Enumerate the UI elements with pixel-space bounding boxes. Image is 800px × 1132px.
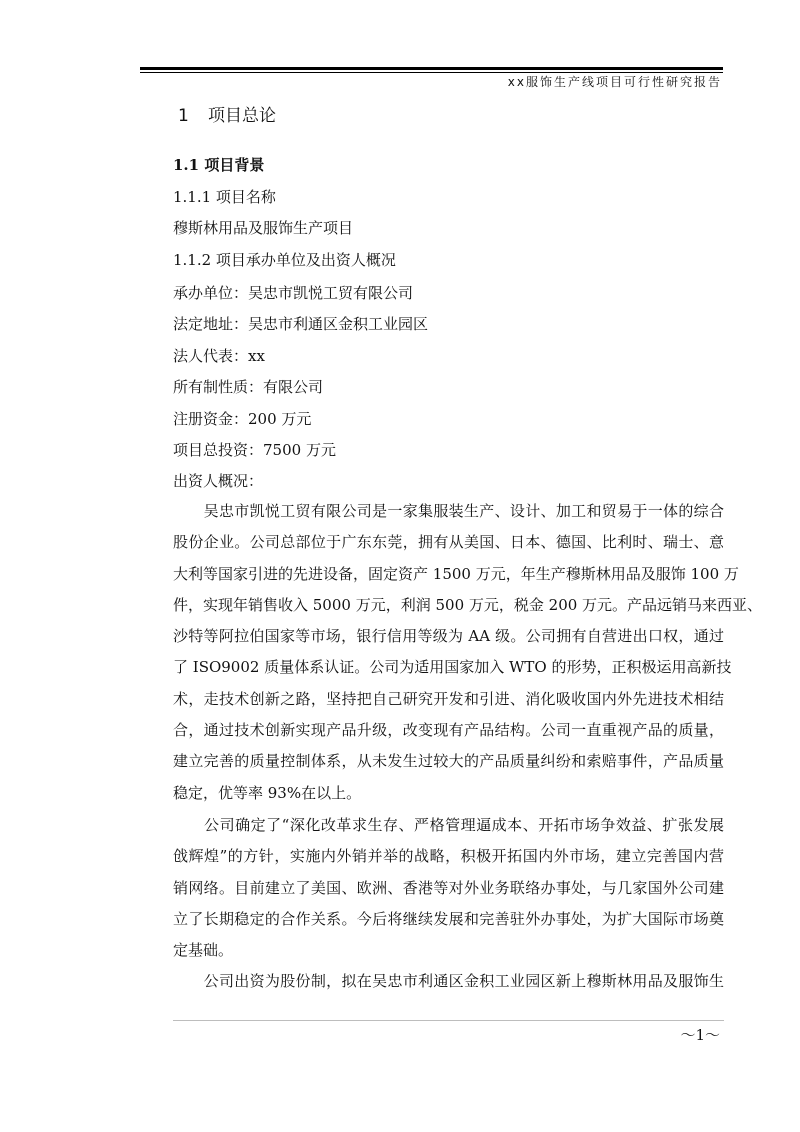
info-sponsor-unit: 承办单位：吴忠市凯悦工贸有限公司 — [173, 284, 414, 302]
info-registered-capital: 注册资金：200 万元 — [173, 410, 312, 428]
paragraph-line: 大利等国家引进的先进设备，固定资产 1500 万元，年生产穆斯林用品及服饰 100 万 — [173, 564, 739, 583]
info-legal-address: 法定地址：吴忠市利通区金积工业园区 — [173, 315, 429, 333]
paragraph-line: 销网络。目前建立了美国、欧洲、香港等对外业务联络办事处，与几家国外公司建 — [173, 878, 724, 897]
subsection-heading-name: 1.1.1 项目名称 — [173, 188, 276, 206]
chapter-title: 项目总论 — [208, 106, 276, 126]
paragraph-line: 吴忠市凯悦工贸有限公司是一家集服装生产、设计、加工和贸易于一体的综合 — [173, 502, 724, 520]
info-legal-representative: 法人代表：xx — [173, 347, 265, 365]
chapter-number: 1 — [178, 106, 189, 126]
paragraph-investment — [173, 966, 724, 997]
paragraph-line: 了 ISO9002 质量体系认证。公司为适用国家加入 WTO 的形势，正积极运用高新技 — [173, 658, 732, 677]
paragraph-company-profile — [173, 496, 763, 809]
paragraph-line: 稳定，优等率 93%在以上。 — [173, 783, 362, 802]
chapter-heading — [178, 101, 276, 126]
paragraph-line: 公司出资为股份制，拟在吴忠市利通区金积工业园区新上穆斯林用品及服饰生 — [173, 972, 724, 990]
paragraph-line: 公司确定了“深化改革求生存、严格管理逼成本、开拓市场争效益、扩张发展 — [173, 816, 724, 834]
paragraph-strategy — [173, 810, 724, 966]
info-ownership: 所有制性质：有限公司 — [173, 378, 324, 396]
paragraph-line: 沙特等阿拉伯国家等市场，银行信用等级为 AA 级。公司拥有自营进出口权，通过 — [173, 627, 724, 646]
section-heading: 1.1 项目背景 — [173, 156, 265, 174]
header-rule-thick — [140, 67, 723, 70]
paragraph-line: 合，通过技术创新实现产品升级，改变现有产品结构。公司一直重视产品的质量， — [173, 721, 724, 740]
paragraph-line: 件，实现年销售收入 5000 万元，利润 500 万元，税金 200 万元。产品远销马来西亚、 — [173, 595, 763, 614]
paragraph-line: 定基础。 — [173, 941, 234, 960]
info-total-investment: 项目总投资：7500 万元 — [173, 441, 336, 459]
paragraph-line: 建立完善的质量控制体系，从未发生过较大的产品质量纠纷和索赔事件，产品质量 — [173, 752, 724, 771]
paragraph-line: 立了长期稳定的合作关系。今后将继续发展和完善驻外办事处，为扩大国际市场奠 — [173, 909, 724, 928]
page-number: ～1～ — [680, 1026, 720, 1044]
subsection-heading-sponsor: 1.1.2 项目承办单位及出资人概况 — [173, 251, 396, 269]
footer-rule — [173, 1020, 724, 1021]
paragraph-line: 股份企业。公司总部位于广东东莞，拥有从美国、日本、德国、比利时、瑞士、意 — [173, 533, 724, 552]
info-investor-overview-label: 出资人概况： — [173, 472, 264, 490]
project-name: 穆斯林用品及服饰生产项目 — [173, 219, 354, 237]
paragraph-line: 戗辉煌”的方针，实施内外销并举的战略，积极开拓国内外市场，建立完善国内营 — [173, 847, 724, 866]
running-header-title: xx服饰生产线项目可行性研究报告 — [507, 75, 722, 89]
paragraph-line: 术，走技术创新之路，坚持把自己研究开发和引进、消化吸收国内外先进技术相结 — [173, 689, 724, 708]
